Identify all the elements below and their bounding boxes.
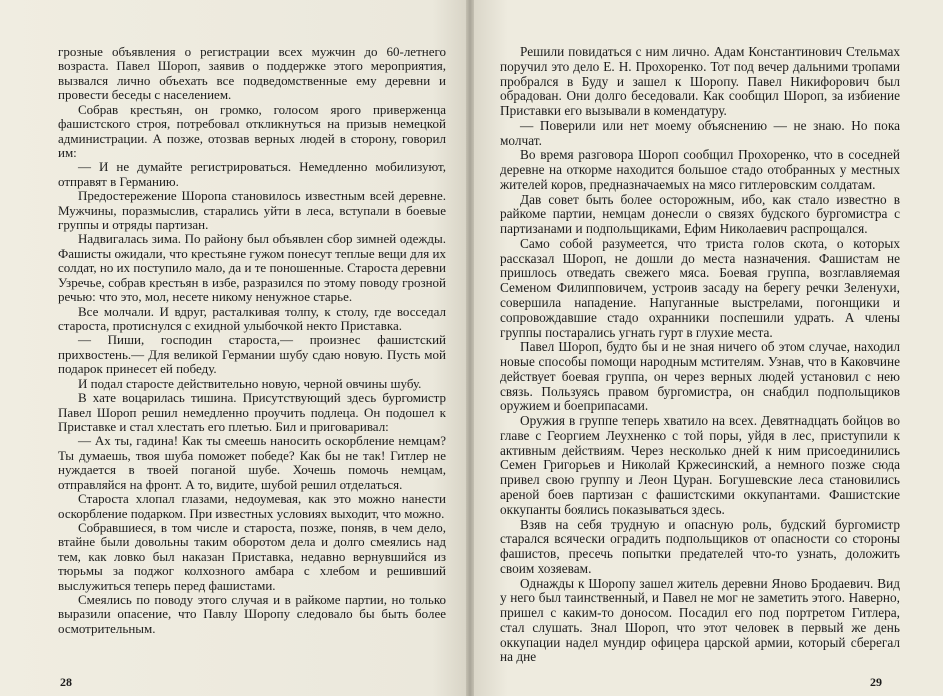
right-page-text: [500, 45, 900, 665]
paragraph: Надвигалась зима. По району был объявлен сбор зимней одежды. Фашисты ожидали, что крестьяне гужом понесут теплые вещи для их солдат, но их поступило мало, да и те поношенные. Староста деревни Узречье, собрав крестьян в избе, разразился по этому поводу грозной речью: что это, мол, несете никому ненужное старье.: [58, 231, 446, 305]
paragraph: Собрав крестьян, он громко, голосом ярого приверженца фашистского строя, потребовал откликнуться на призыв немецкой администрации. А позже, отозвав верных людей в сторону, говорил им:: [58, 101, 446, 160]
book-gutter: [466, 0, 474, 696]
left-page: [0, 0, 470, 696]
paragraph: Староста хлопал глазами, недоумевая, как это можно нанести оскорбление подарком. При известных условиях выходит, что можно.: [58, 491, 446, 521]
paragraph: Смеялись по поводу этого случая и в райкоме партии, но только выразили опасение, что Павлу Шоропу следовало бы быть более осмотрительным.: [58, 592, 446, 636]
paragraph: — Ах ты, гадина! Как ты смеешь наносить оскорбление немцам? Ты думаешь, твоя шуба поможет победе? Как бы не так! Гитлер не нуждается в твоей поганой шубе. Хочешь помочь немцам, отправляйся на фронт. А то, видите, шубой решил отделаться.: [58, 433, 446, 492]
page-number-left: 28: [60, 675, 72, 689]
paragraph: И подал старосте действительно новую, черной овчины шубу.: [78, 375, 422, 391]
paragraph: — Поверили или нет моему объяснению — не знаю. Но пока молчат.: [500, 117, 900, 148]
right-page: [470, 0, 943, 696]
paragraph: Павел Шороп, будто бы и не зная ничего об этом случае, находил новые способы помощи народным мстителям. Узнав, что в Каковчине действует боевая группа, он через верных людей установил с нею связь. Пользуясь правом бургомистра, он снабдил подпольщиков оружием и боеприпасами.: [500, 339, 900, 414]
left-page-text: [58, 45, 446, 636]
paragraph: Все молчали. И вдруг, расталкивая толпу, к столу, где восседал староста, протиснулся с ехидной улыбочкой некто Приставка.: [58, 303, 446, 334]
paragraph: грозные объявления о регистрации всех мужчин до 60-летнего возраста. Павел Шороп, заявив о поддержке этого мероприятия, вызвался лично объехать все подведомственные ему деревни и провести беседы с населением.: [58, 44, 446, 103]
page-number-right: 29: [870, 675, 882, 689]
paragraph: В хате воцарилась тишина. Присутствующий здесь бургомистр Павел Шороп решил немедленно проучить подлеца. Он подошел к Приставке и стал хлестать его плетью. Бил и приговаривал:: [58, 390, 446, 434]
paragraph: Дав совет быть более осторожным, ибо, как стало известно в райкоме партии, немцам донесли о связях будского бургомистра с партизанами и подпольщиками, Ефим Николаевич распрощался.: [500, 191, 900, 237]
paragraph: Взяв на себя трудную и опасную роль, будский бургомистр старался всячески оградить подпольщиков от опасности со стороны фашистов, пресечь попытки предателей что-то узнать, доложить своим хозяевам.: [500, 516, 900, 576]
paragraph: Оружия в группе теперь хватило на всех. Девятнадцать бойцов во главе с Георгием Леухненко с той поры, уйдя в лес, приступили к активным действиям. Через несколько дней к ним присоединились Семен Григорьев и Николай Кржесинский, а немного позже сюда привел свою группу и Леон Цуран. Богушевские леса становились ареной боев партизан с фашистскими оккупантами. Фашистские оккупанты боялись показываться здесь.: [500, 413, 900, 517]
paragraph: Решили повидаться с ним лично. Адам Константинович Стельмах поручил это дело Е. Н. Прохоренко. Тот под вечер дальними тропами пробрался в Буду и зашел к Шоропу. Павел Никифорович был обрадован. Они долго беседовали. Как сообщил Шороп, за избиение Приставки его вызывали в комендатуру.: [500, 44, 900, 119]
paragraph: Однажды к Шоропу зашел житель деревни Яново Бродаевич. Вид у него был таинственный, и Павел не мог не заметить этого. Наверно, пришел с каким-то доносом. Посадил его под портретом Гитлера, стал слушать. Знал Шороп, что этот человек в первый же день оккупации надел мундир офицера царской армии, который сберегал на дне: [500, 575, 900, 665]
paragraph: — Пиши, господин староста,— произнес фашистский прихвостень.— Для великой Германии шубу сдаю новую. Пусть мой подарок принесет ей победу.: [58, 332, 446, 377]
paragraph: Во время разговора Шороп сообщил Прохоренко, что в соседней деревне на откорме находится большое стадо отобранных у местных жителей коров, предназначаемых на мясо гитлеровским солдатам.: [500, 147, 900, 192]
paragraph: Собравшиеся, в том числе и староста, позже, поняв, в чем дело, втайне были довольны таким оборотом дела и долго смеялись над тем, как ловко был наказан Приставка, недавно вернувшийся из тюрьмы за поджог колхозного амбара с хлебом и решивший выслужиться теперь перед фашистами.: [58, 519, 446, 593]
paragraph: — И не думайте регистрироваться. Немедленно мобилизуют, отправят в Германию.: [58, 159, 446, 189]
paragraph: Предостережение Шоропа становилось известным всей деревне. Мужчины, поразмыслив, старались уйти в леса, вступали в боевые группы и отряды партизан.: [58, 188, 446, 233]
paragraph: Само собой разумеется, что триста голов скота, о которых рассказал Шороп, не дошли до места назначения. Фашистам не пришлось отведать свежего мяса. Боевая группа, возглавляемая Семеном Филипповичем, устроив засаду на берегу речки Зеленухи, совершила нападение. Напуганные выстрелами, погонщики и сопровождавшие стадо охранники поспешили удрать. А члены группы постарались угнать гурт в глухие места.: [500, 235, 900, 340]
